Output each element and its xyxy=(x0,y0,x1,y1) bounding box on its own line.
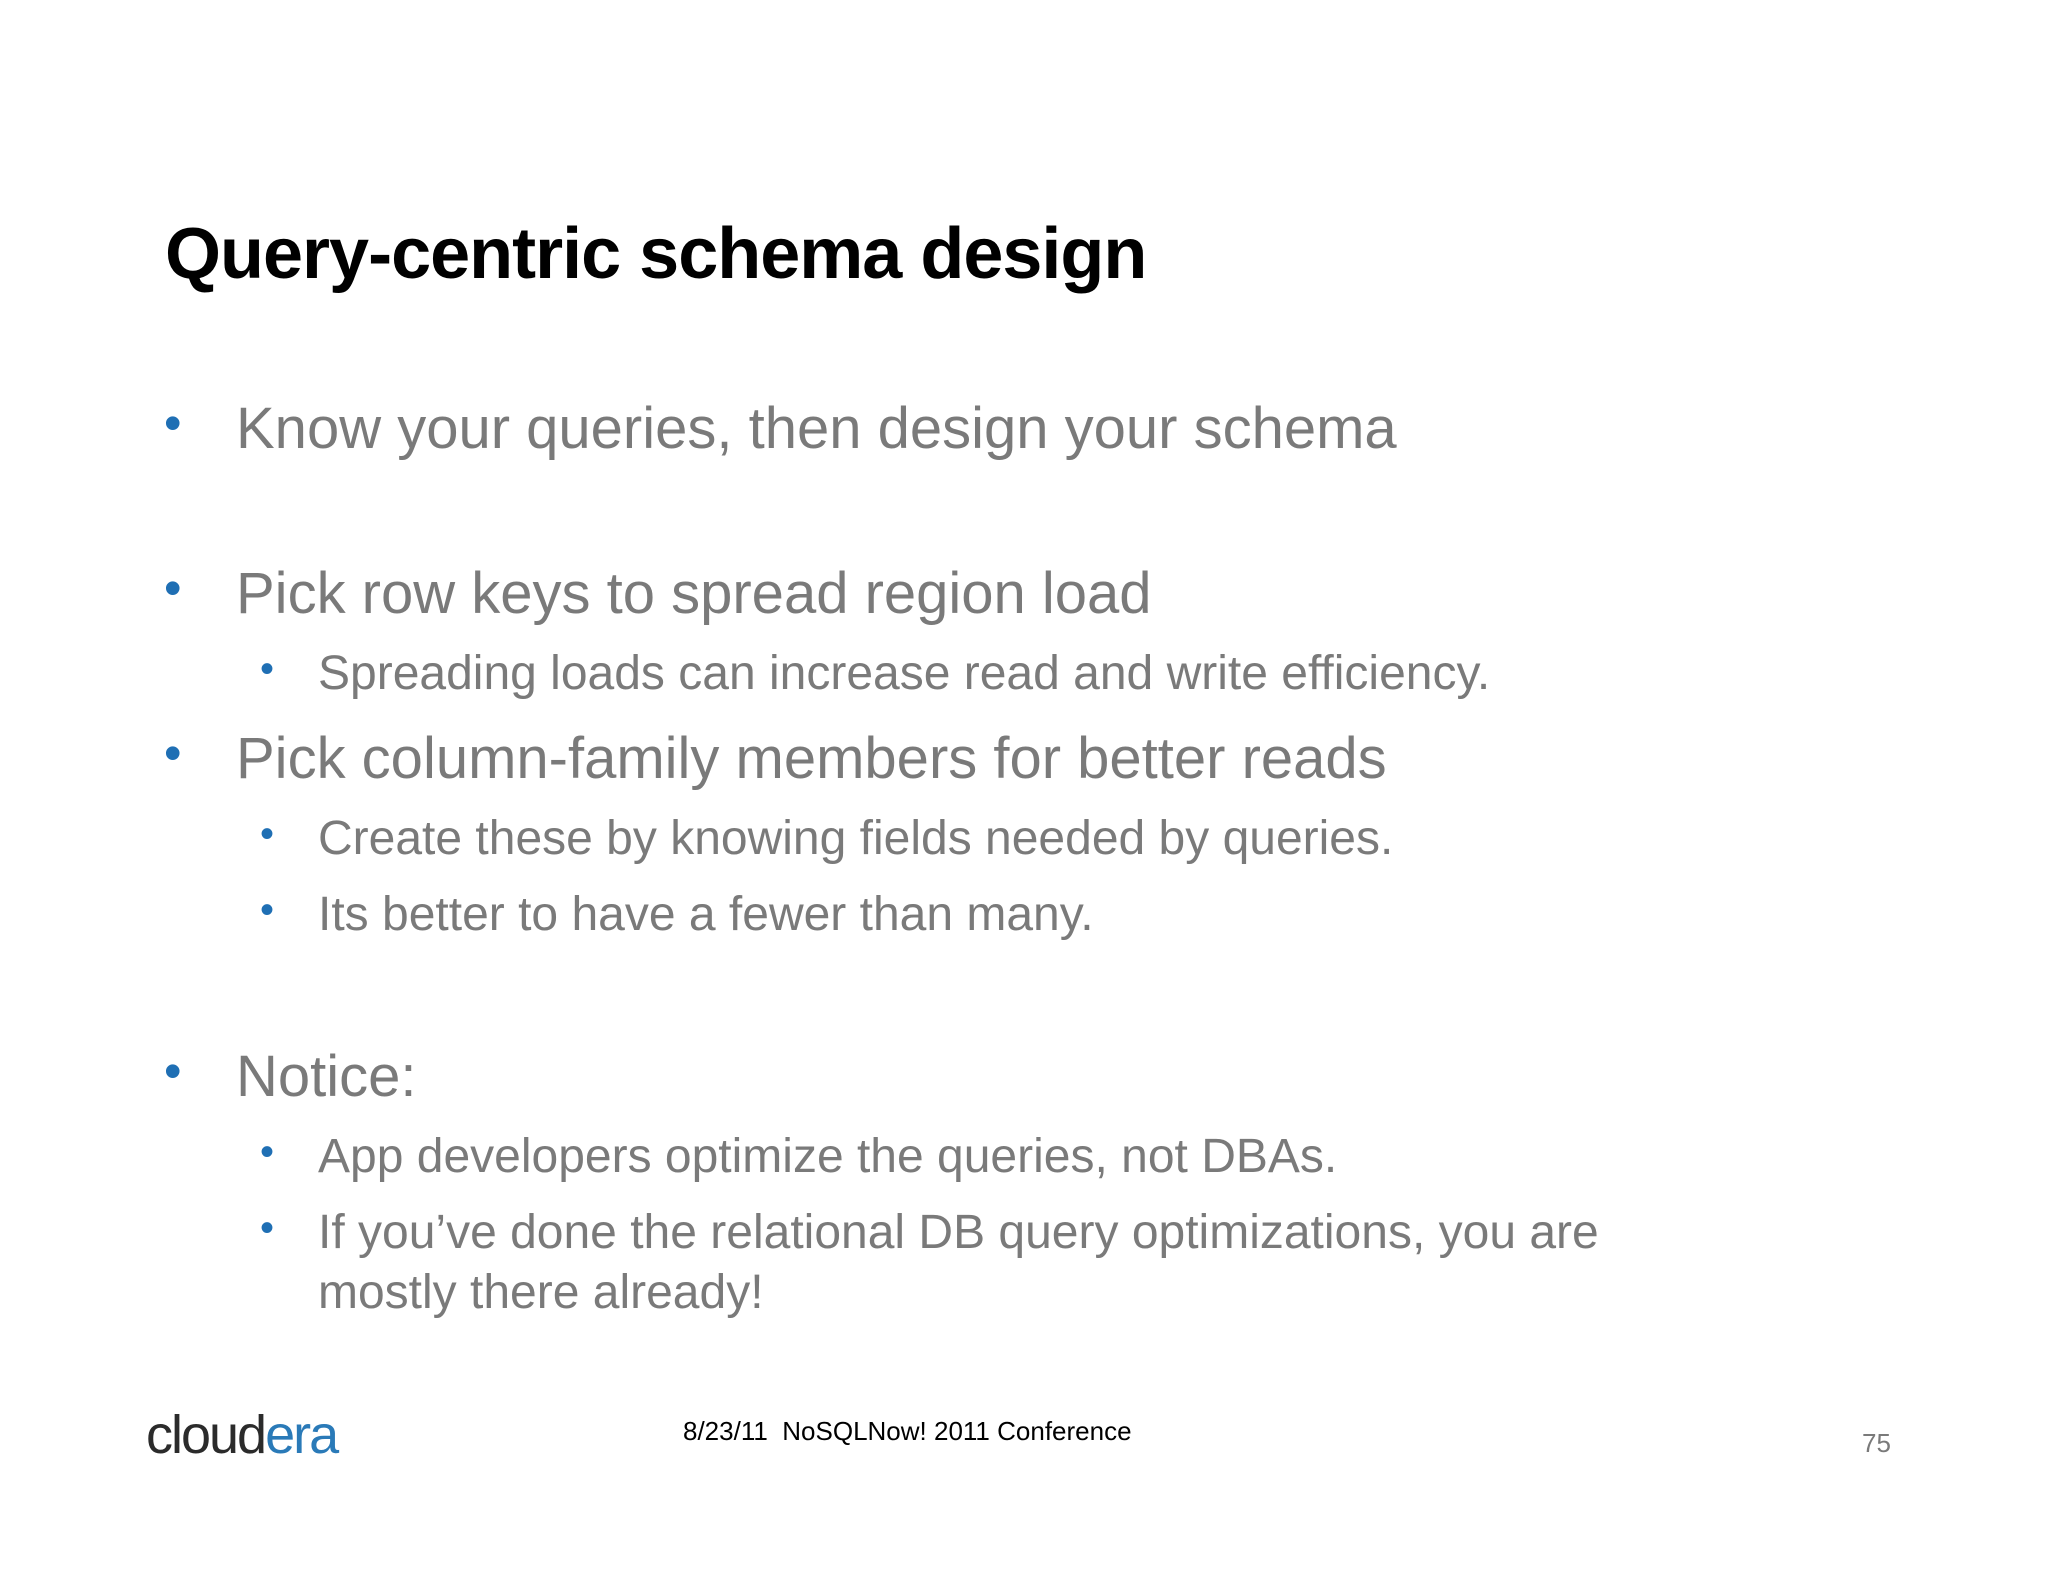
bullet-text: Pick row keys to spread region load xyxy=(236,561,1152,626)
sub-bullet-text: Its better to have a fewer than many. xyxy=(318,888,1094,941)
sub-bullet-item xyxy=(260,810,1394,869)
bullet-text: Pick column-family members for better reads xyxy=(236,726,1387,791)
bullet-dot-icon: • xyxy=(164,1043,182,1099)
sub-bullet-text: Spreading loads can increase read and write efficiency. xyxy=(318,647,1491,700)
cloudera-logo xyxy=(146,1405,338,1465)
bullet-dot-icon: • xyxy=(260,888,275,932)
sub-bullet-text: mostly there already! xyxy=(318,1266,764,1319)
sub-bullet-text: Create these by knowing fields needed by queries. xyxy=(318,812,1394,865)
sub-bullet-item xyxy=(260,645,1491,704)
page-number: 75 xyxy=(1862,1428,1891,1458)
slide-title: Query-centric schema design xyxy=(165,214,1147,294)
bullet-text: Notice: xyxy=(236,1044,417,1109)
sub-bullet-continuation xyxy=(318,1264,764,1323)
bullet-dot-icon: • xyxy=(260,812,275,856)
bullet-dot-icon: • xyxy=(260,1130,275,1174)
logo-text-cloud: cloud xyxy=(146,1405,266,1465)
bullet-dot-icon: • xyxy=(164,395,182,451)
bullet-dot-icon: • xyxy=(260,647,275,691)
bullet-text: Know your queries, then design your schema xyxy=(236,396,1397,461)
footer-caption: 8/23/11 NoSQLNow! 2011 Conference xyxy=(683,1416,1132,1446)
sub-bullet-item xyxy=(260,1204,1599,1263)
bullet-item xyxy=(164,395,1397,461)
sub-bullet-text: If you’ve done the relational DB query optimizations, you are xyxy=(318,1206,1599,1259)
bullet-item xyxy=(164,560,1152,626)
bullet-item xyxy=(164,1043,417,1109)
bullet-dot-icon: • xyxy=(164,725,182,781)
bullet-dot-icon: • xyxy=(164,560,182,616)
sub-bullet-text: App developers optimize the queries, not DBAs. xyxy=(318,1130,1338,1183)
sub-bullet-item xyxy=(260,1128,1338,1187)
sub-bullet-item xyxy=(260,886,1094,945)
bullet-dot-icon: • xyxy=(260,1206,275,1250)
logo-text-era: era xyxy=(265,1405,338,1465)
bullet-item xyxy=(164,725,1387,791)
